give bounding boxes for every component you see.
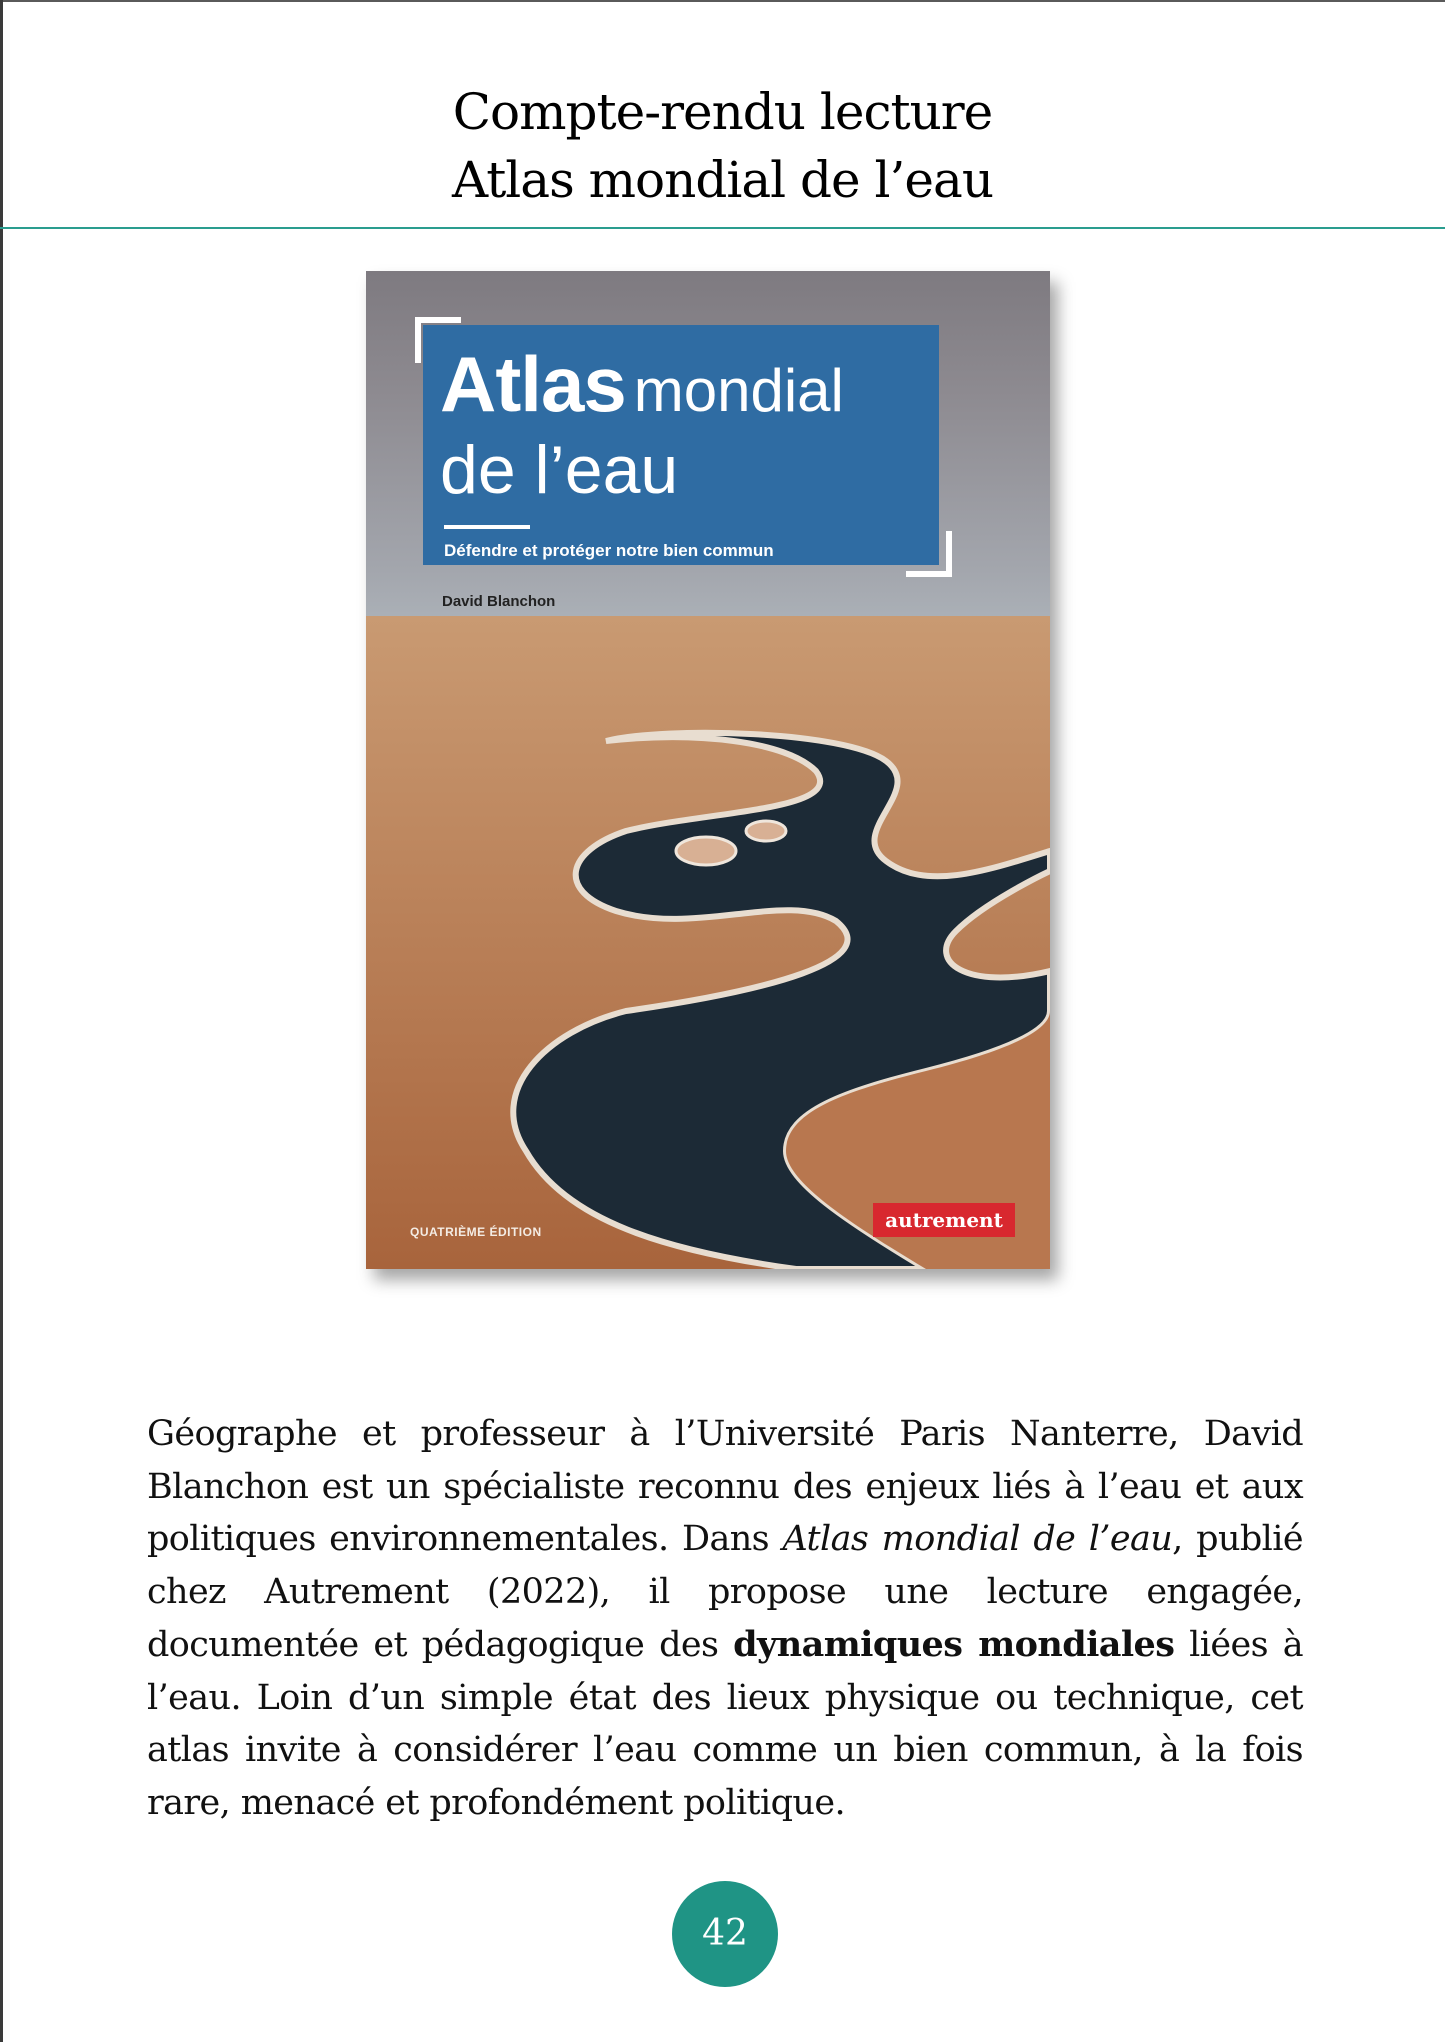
publisher-logo: autrement [873, 1203, 1015, 1237]
book-cover [366, 271, 1050, 1269]
cover-author: David Blanchon [442, 593, 556, 610]
cover-title-line-2: de l’eau [440, 432, 679, 508]
review-paragraph [147, 1408, 1303, 1830]
header-divider [0, 227, 1445, 229]
cover-title [440, 339, 844, 430]
cover-edition: QUATRIÈME ÉDITION [410, 1225, 542, 1239]
page-left-border [0, 0, 3, 2042]
cover-title-mondial: mondial [633, 357, 844, 424]
corner-bracket-bottom-right [906, 531, 952, 577]
page-top-border [0, 0, 1445, 2]
bold-phrase: dynamiques mondiales [733, 1623, 1175, 1665]
paragraph-text-3: liées à l’eau. Loin d’un simple état des lieux physique ou technique, cet atlas invite à considérer l’eau comme un bien commun, à la fois rare, menacé et profondément politique. [147, 1624, 1303, 1823]
paragraph-text-2: , publié chez Autrement (2022), il propose une lecture engagée, documentée et pédagogique des [147, 1519, 1303, 1665]
cover-subtitle: Défendre et protéger notre bien commun [444, 541, 774, 560]
cover-title-atlas: Atlas [440, 340, 626, 428]
title-line-1: Compte-rendu lecture [452, 83, 993, 141]
page-number-badge: 42 [672, 1881, 778, 1987]
cover-subtitle-rule [444, 525, 530, 529]
paragraph-text-1: Géographe et professeur à l’Université Paris Nanterre, David Blanchon est un spécialiste reconnu des enjeux liés à l’eau et aux politiques environnementales. Dans [147, 1414, 1303, 1560]
page-title [0, 78, 1445, 214]
title-line-2: Atlas mondial de l’eau [451, 151, 994, 209]
book-title-italic: Atlas mondial de l’eau [782, 1519, 1173, 1560]
